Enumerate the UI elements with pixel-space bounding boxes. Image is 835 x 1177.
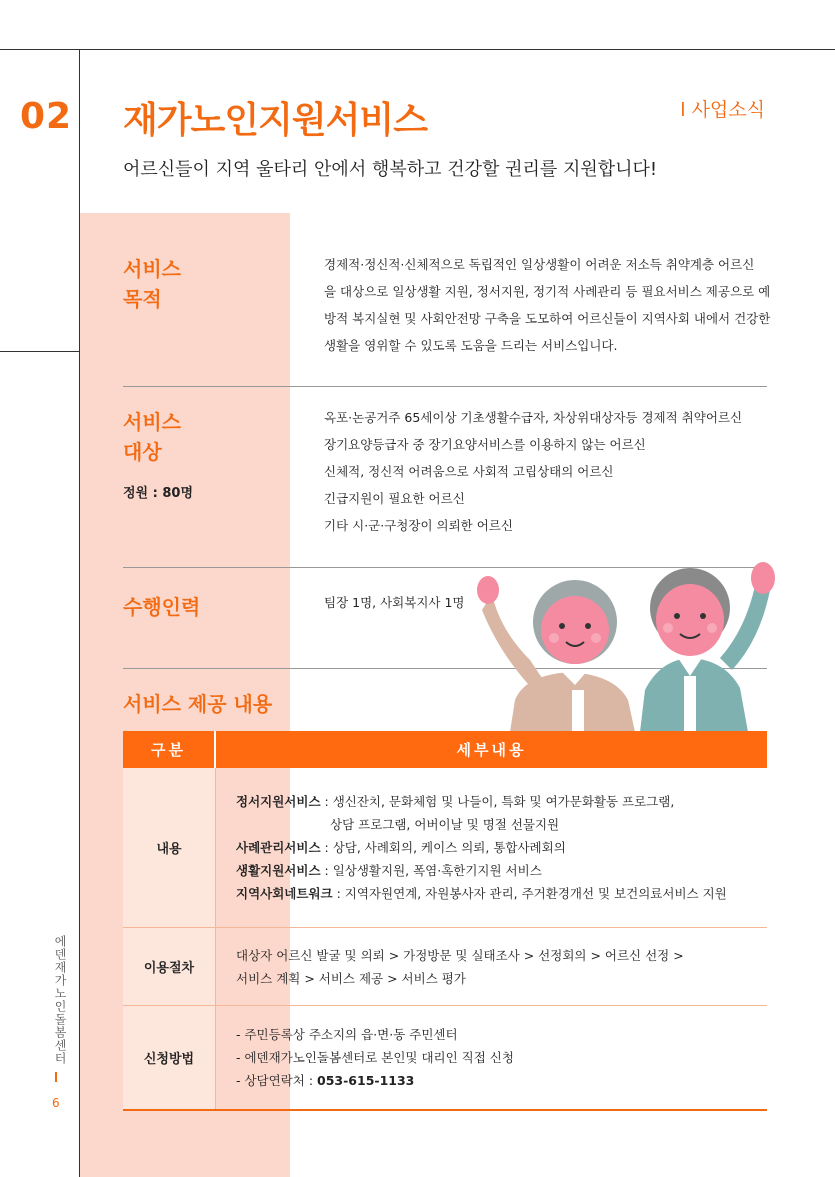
content-item-name: 정서지원서비스 xyxy=(236,794,321,809)
procedure-line: 서비스 계획 > 서비스 제공 > 서비스 평가 xyxy=(236,970,466,986)
org-name-vertical: 에덴재가노인돌봄센터 xyxy=(53,935,67,1065)
target-line: 신체적, 정신적 어려움으로 사회적 고립상태의 어르신 xyxy=(324,464,614,479)
column-header-category: 구분 xyxy=(123,731,216,768)
contact-phone: 053-615-1133 xyxy=(317,1073,415,1088)
content-item-desc: : 생신잔치, 문화체험 및 나들이, 특화 및 여가문화활동 프로그램, xyxy=(320,794,675,809)
page-title: 재가노인지원서비스 xyxy=(123,100,427,141)
row-label-procedure: 이용절차 xyxy=(123,928,216,1005)
content-item-name: 지역사회네트워크 xyxy=(236,886,333,901)
capacity-label: 정원 : 80명 xyxy=(123,486,194,501)
content-item-desc: : 일상생활지원, 폭염·혹한기지원 서비스 xyxy=(320,863,542,878)
purpose-line: 을 대상으로 일상생활 지원, 정서지원, 정기적 사례관리 등 필요서비스 제공으로 예 xyxy=(324,284,771,299)
target-text xyxy=(324,404,742,539)
target-label-line1: 서비스 xyxy=(123,410,181,434)
purpose-label-line2: 목적 xyxy=(123,287,162,311)
grandfather-figure xyxy=(640,562,775,732)
category-label: l 사업소식 xyxy=(680,99,765,121)
top-rule xyxy=(0,49,835,50)
content-details xyxy=(216,768,767,927)
content-item-desc: : 지역자원연계, 자원봉사자 관리, 주거환경개선 및 보건의료서비스 지원 xyxy=(332,886,727,901)
grandmother-figure xyxy=(477,576,635,732)
table-row-application xyxy=(123,1006,767,1111)
row-label-content: 내용 xyxy=(123,768,216,927)
purpose-line: 생활을 영위할 수 있도록 도움을 드리는 서비스입니다. xyxy=(324,338,618,353)
page-number: 6 xyxy=(52,1096,60,1110)
margin-tick-rule xyxy=(0,351,79,352)
contact-prefix: - 상담연락처 : xyxy=(236,1073,318,1088)
target-line: 긴급지원이 필요한 어르신 xyxy=(324,491,465,506)
content-item xyxy=(236,882,767,905)
waving-seniors-illustration xyxy=(470,550,780,732)
application-details xyxy=(216,1006,767,1109)
content-item xyxy=(236,790,767,813)
page-subtitle: 어르신들이 지역 울타리 안에서 행복하고 건강할 권리를 지원합니다! xyxy=(123,159,658,180)
purpose-line: 경제적·정신적·신체적으로 독립적인 일상생활이 어려운 저소득 취약계층 어르신 xyxy=(324,257,755,272)
application-line: - 에덴재가노인돌봄센터로 본인및 대리인 직접 신청 xyxy=(236,1050,514,1065)
application-line xyxy=(236,1069,767,1092)
staff-label: 수행인력 xyxy=(123,595,201,619)
table-row-procedure xyxy=(123,928,767,1006)
purpose-text xyxy=(324,251,770,359)
content-item-desc: : 상담, 사례회의, 케이스 의뢰, 통합사례회의 xyxy=(320,840,566,855)
column-header-details: 세부내용 xyxy=(456,741,527,759)
content-item-name: 생활지원서비스 xyxy=(236,863,321,878)
content-item xyxy=(236,859,767,882)
content-item xyxy=(236,836,767,859)
target-label-line2: 대상 xyxy=(123,440,162,464)
staff-text: 팀장 1명, 사회복지사 1명 xyxy=(324,595,465,610)
application-line: - 주민등록상 주소지의 읍·면·동 주민센터 xyxy=(236,1027,458,1042)
divider xyxy=(123,386,767,387)
table-row-content xyxy=(123,768,767,928)
section-number: 02 xyxy=(20,96,73,137)
services-table xyxy=(123,731,767,1111)
row-label-application: 신청방법 xyxy=(123,1006,216,1109)
procedure-line: 대상자 어르신 발굴 및 의뢰 > 가정방문 및 실태조사 > 선정회의 > 어르신 선정 > xyxy=(236,947,684,963)
purpose-label xyxy=(123,254,181,314)
target-line: 기타 시·군·구청장이 의뢰한 어르신 xyxy=(324,518,513,533)
content-item-name: 사례관리서비스 xyxy=(236,840,321,855)
purpose-label-line1: 서비스 xyxy=(123,257,181,281)
services-title: 서비스 제공 내용 xyxy=(123,692,273,716)
target-label xyxy=(123,407,181,467)
content-item-desc-continued: 상담 프로그램, 어버이날 및 명절 선물지원 xyxy=(330,817,560,832)
table-header-row xyxy=(123,731,767,768)
sidebar-accent-bar xyxy=(55,1072,57,1082)
target-line: 장기요양등급자 중 장기요양서비스를 이용하지 않는 어르신 xyxy=(324,437,646,452)
target-line: 옥포·논공거주 65세이상 기초생활수급자, 차상위대상자등 경제적 취약어르신 xyxy=(324,410,743,425)
procedure-details xyxy=(216,928,767,1005)
purpose-line: 방적 복지실현 및 사회안전망 구축을 도모하여 어르신들이 지역사회 내에서 건강한 xyxy=(324,311,771,326)
